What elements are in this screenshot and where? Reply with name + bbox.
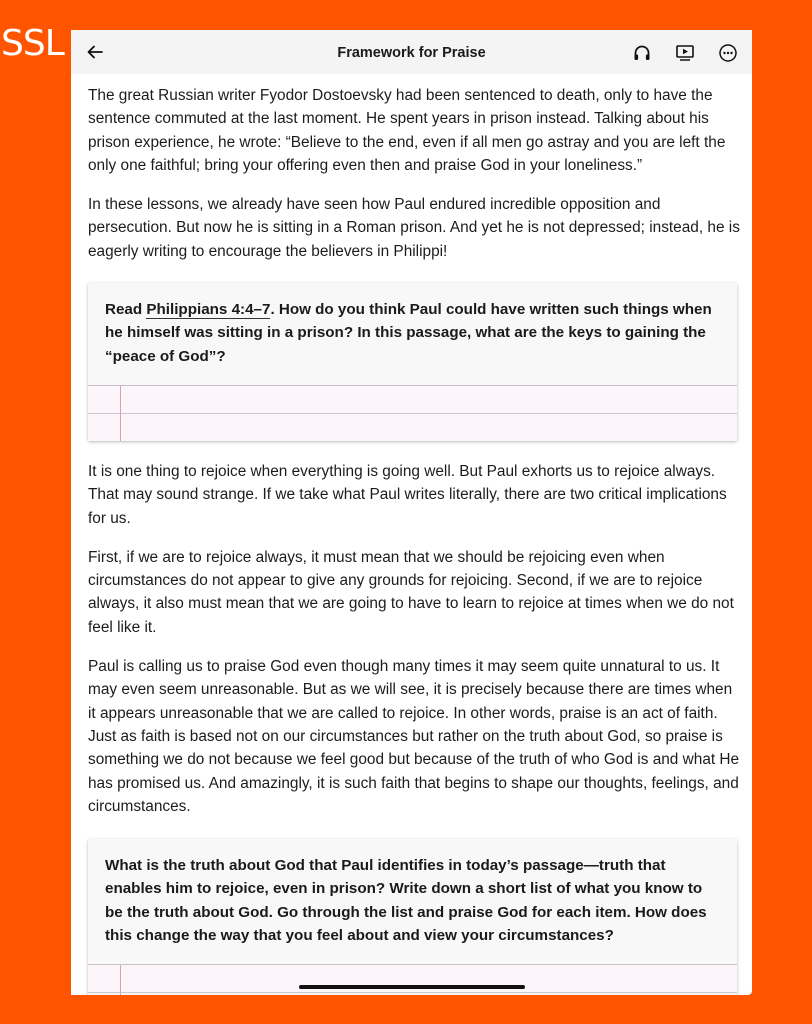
answer-input[interactable]: [88, 964, 737, 995]
answer-line: [88, 965, 737, 993]
margin-line: [120, 965, 121, 995]
ssl-logo: SSL: [1, 23, 64, 64]
lesson-content: [88, 84, 740, 995]
paragraph: Paul is calling us to praise God even though many times it may seem quite unnatural to us. It may even seem unreasonable. But as we will see, it is precisely because there are times when it appears unreasonable that we are called to rejoice. In other words, praise is an act of faith. Just as faith is based not on our circumstances but rather on the truth about God, so praise is something we do not because we feel good but because of the truth of who God is and what He has promised us. And amazingly, it is such faith that begins to shape our thoughts, feelings, and circumstances.: [88, 658, 740, 815]
more-options-icon[interactable]: [718, 43, 738, 63]
answer-line: [88, 414, 737, 441]
answer-line: [88, 386, 737, 414]
question-suffix: . How do you think Paul could have written such things when he himself was sitting in a prison? In this passage, what are the keys to gaining the “peace of God”?: [105, 301, 712, 365]
paragraph: In these lessons, we already have seen how Paul endured incredible opposition and persecution. But now he is sitting in a Roman prison. And yet he is not depressed; instead, he is eagerly writing to encourage the believers in Philippi!: [88, 196, 740, 260]
video-play-icon[interactable]: [675, 43, 695, 63]
scripture-link[interactable]: Philippians 4:4–7: [146, 301, 271, 319]
page-title: Framework for Praise: [337, 45, 486, 61]
question-prefix: Read: [105, 301, 147, 319]
question-card-1: [88, 283, 737, 441]
home-indicator: [299, 985, 525, 989]
top-bar: [71, 30, 752, 74]
headphones-icon[interactable]: [632, 43, 652, 63]
margin-line: [120, 386, 121, 441]
question-text: What is the truth about God that Paul identifies in today’s passage—truth that enables him to rejoice, even in prison? Write down a short list of what you know to be the truth about God. Go through the list and praise God for each item. How does this change the way that you feel about and view your circumstances?: [105, 857, 707, 945]
paragraph: It is one thing to rejoice when everything is going well. But Paul exhorts us to rejoice always. That may sound strange. If we take what Paul writes literally, there are two critical implications for us.: [88, 462, 727, 527]
paragraph: First, if we are to rejoice always, it must mean that we should be rejoicing even when circumstances do not appear to give any grounds for rejoicing. Second, if we are to rejoice always, it also must mean that we are going to have to learn to rejoice at times when we do not feel like it.: [88, 548, 734, 636]
answer-line: [88, 993, 737, 995]
question-card-2: [88, 839, 737, 995]
answer-input[interactable]: [88, 385, 737, 441]
question-text: [88, 283, 737, 385]
paragraph: The great Russian writer Fyodor Dostoevsky had been sentenced to death, only to have the sentence commuted at the last moment. He spent years in prison instead. Talking about his prison experience, he wrote: “Believe to the end, even if all men go astray and you are left the only one faithful; bring your offering even then and praise God in your loneliness.”: [88, 87, 726, 174]
lesson-panel: [71, 30, 752, 995]
